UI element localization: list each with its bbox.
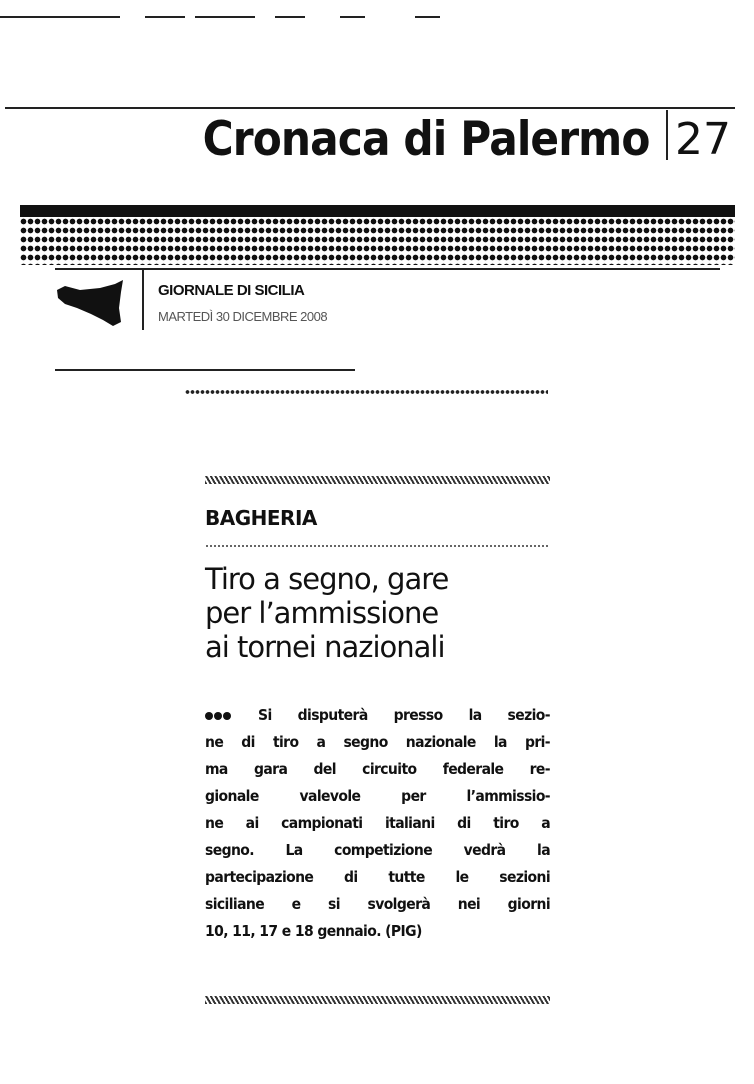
paper-date: MARTEDÌ 30 DICEMBRE 2008 <box>158 309 328 324</box>
paper-name: GIORNALE DI SICILIA <box>158 282 305 299</box>
masthead-divider <box>142 270 144 330</box>
body-line: siciliane e si svolgerà nei giorni <box>205 895 550 913</box>
headline-line: per l’ammissione <box>205 596 439 630</box>
fine-dotted-rule <box>205 545 550 547</box>
section-title: Cronaca di Palermo <box>203 112 650 167</box>
halftone-band <box>20 205 735 265</box>
body-line: segno. La competizione vedrà la <box>205 841 550 859</box>
headline-line: Tiro a segno, gare <box>205 562 449 596</box>
top-rule-dash <box>415 16 440 18</box>
top-rule-dash <box>275 16 305 18</box>
top-rule-dash <box>0 16 120 18</box>
page-number: 27 <box>675 114 731 165</box>
title-divider <box>666 110 668 160</box>
header-rule <box>5 107 735 109</box>
body-line: Si disputerà presso la sezio- <box>205 702 550 729</box>
hatched-rule <box>205 476 550 484</box>
headline-line: ai tornei nazionali <box>205 630 445 664</box>
article-section-label: BAGHERIA <box>205 506 317 530</box>
body-line: ne di tiro a segno nazionale la pri- <box>205 733 550 751</box>
dotted-rule <box>185 390 548 394</box>
body-line: partecipazione di tutte le sezioni <box>205 868 550 886</box>
masthead-rule <box>55 268 720 270</box>
body-line: ne ai campionati italiani di tiro a <box>205 814 550 832</box>
body-line: gionale valevole per l’ammissio- <box>205 787 550 805</box>
hatched-rule-bottom <box>205 996 550 1004</box>
body-line: 10, 11, 17 e 18 gennaio. (PIG) <box>205 922 422 940</box>
top-rule-dash <box>145 16 185 18</box>
sicily-map-icon <box>55 278 127 328</box>
body-line: ma gara del circuito federale re- <box>205 760 550 778</box>
article-headline <box>205 562 448 664</box>
top-rule-dash <box>340 16 365 18</box>
top-rule-dash <box>195 16 255 18</box>
article-body <box>205 702 550 945</box>
masthead-bottom-rule <box>55 369 355 371</box>
bullet-icon <box>205 706 232 724</box>
